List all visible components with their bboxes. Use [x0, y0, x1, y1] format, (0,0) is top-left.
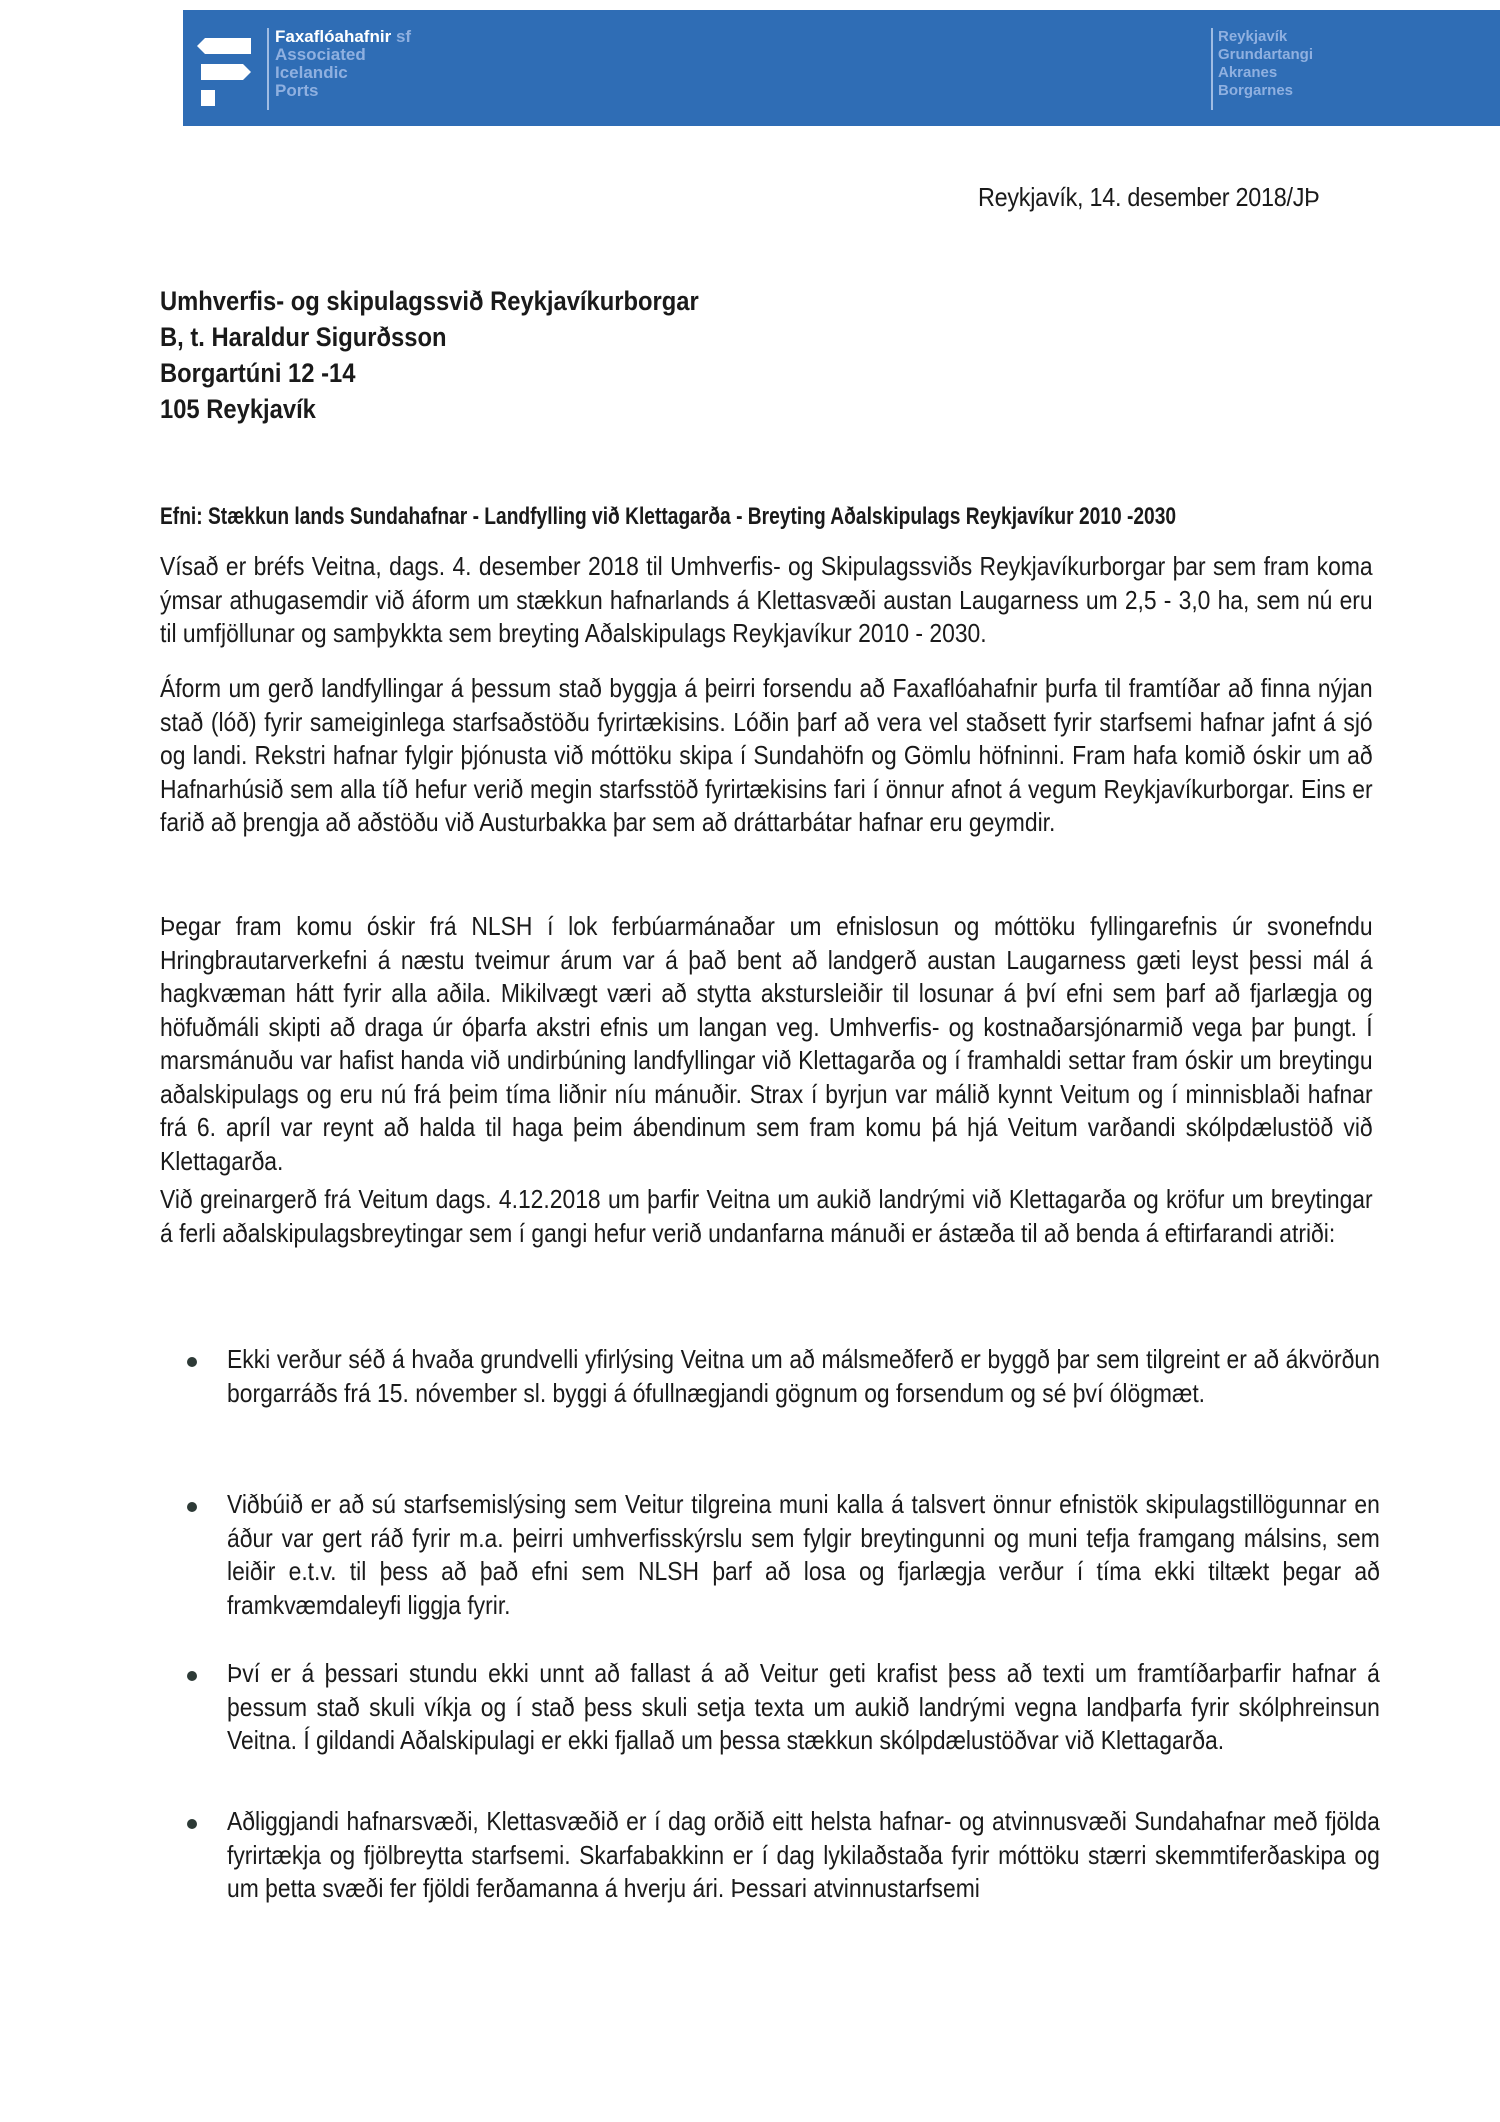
letterhead-brand-block	[275, 28, 411, 100]
brand-suffix: sf	[395, 27, 412, 46]
port-signpost-logo-icon	[197, 32, 257, 110]
location-3: Akranes	[1218, 64, 1278, 81]
letterhead-divider-right	[1211, 28, 1213, 110]
date-line: Reykjavík, 14. desember 2018/JÞ	[978, 182, 1320, 212]
brand-subtitle-1: Associated	[275, 45, 366, 64]
body-paragraph-3: Þegar fram komu óskir frá NLSH í lok ferbúarmánaðar um efnislosun og móttöku fyllingarefnis úr svonefndu Hringbrautarverkefni á næstu tveimur árum var á það bent að landgerð austan Laugarness gæti leyst þessi mál á hagkvæman hátt fyrir alla aðila. Mikilvægt væri að stytta akstursleiðir til losunar á því efni sem þarf að fjarlægja og höfuðmáli skipti að draga úr óþarfa akstri efnis um langan veg. Umhverfis- og kostnaðarsjónarmið vega þar þungt. Í marsmánuðu var hafist handa við undirbúning landfyllingar við Klettagarða og í framhaldi settar fram óskir um breytingu aðalskipulags og eru nú frá þeim tíma liðnir níu mánuðir. Strax í byrjun var málið kynnt Veitum og í minnisblaði hafnar frá 6. apríl var reynt að halda til haga þeim ábendinum sem fram komu þá hjá Veitum varðandi skólpdælustöð við Klettagarða.	[160, 911, 1373, 1176]
subject-line: Efni: Stækkun lands Sundahafnar - Landfylling við Klettagarða - Breyting Aðalskipulags Reykjavíkur 2010 -2030	[160, 503, 1177, 530]
location-4: Borgarnes	[1218, 82, 1294, 99]
bullet-text: Viðbúið er að sú starfsemislýsing sem Veitur tilgreina muni kalla á talsvert önnur efnistök skipulagstillögunnar en áður var gert ráð fyrir m.a. þeirri umhverfisskýrslu sem fylgir breytingunni og muni tefja framgang málsins, sem leiðir e.t.v. til þess að það efni sem NLSH þarf að losa og fjarlægja verður í tíma ekki tiltækt þegar að framkvæmdaleyfi liggja fyrir.	[227, 1489, 1380, 1620]
recipient-line-1: Umhverfis- og skipulagssvið Reykjavíkurborgar	[160, 286, 699, 316]
body-paragraph-1: Vísað er bréfs Veitna, dags. 4. desember 2018 til Umhverfis- og Skipulagssviðs Reykjavíkurborgar þar sem fram koma ýmsar athugasemdir við áform um stækkun hafnarlands á Klettasvæði austan Laugarness um 2,5 - 3,0 ha, sem nú eru til umfjöllunar og samþykkta sem breyting Aðalskipulags Reykjavíkur 2010 - 2030.	[160, 551, 1373, 648]
bullet-dot-icon	[187, 1502, 197, 1512]
recipient-line-3: Borgartúni 12 -14	[160, 358, 356, 388]
letterhead-brand-line	[275, 28, 411, 46]
body-paragraph-4: Við greinargerð frá Veitum dags. 4.12.2018 um þarfir Veitna um aukið landrými við Klettagarða og kröfur um breytingar á ferli aðalskipulagsbreytingar sem í gangi hefur verið undanfarna mánuði er ástæða til að benda á eftirfarandi atriði:	[160, 1184, 1373, 1248]
bullet-text: Aðliggjandi hafnarsvæði, Klettasvæðið er í dag orðið eitt helsta hafnar- og atvinnusvæði Sundahafnar með fjölda fyrirtækja og fjölbreytta starfsemi. Skarfabakkinn er í dag lykilaðstaða fyrir móttöku stærri skemmtiferðaskipa og um þetta svæði fer fjöldi ferðamanna á hverju ári. Þessari atvinnustarfsemi	[227, 1806, 1380, 1903]
recipient-address	[160, 283, 699, 427]
letterhead-banner	[183, 10, 1500, 126]
brand-subtitle-2: Icelandic	[275, 63, 348, 82]
brand-name: Faxaflóahafnir	[275, 27, 392, 46]
bullet-dot-icon	[187, 1819, 197, 1829]
bullet-text: Því er á þessari stundu ekki unnt að fallast á að Veitur geti krafist þess að texti um framtíðarþarfir hafnar á þessum stað skuli víkja og í stað þess skuli setja texta um aukið landrými vegna landþarfa fyrir skólphreinsun Veitna. Í gildandi Aðalskipulagi er ekki fjallað um þessa stækkun skólpdælustöðvar við Klettagarða.	[227, 1658, 1380, 1755]
letterhead-locations	[1218, 28, 1313, 100]
bullet-dot-icon	[187, 1357, 197, 1367]
body-paragraph-2: Áform um gerð landfyllingar á þessum stað byggja á þeirri forsendu að Faxaflóahafnir þurfa til framtíðar að finna nýjan stað (lóð) fyrir sameiginlega starfsaðstöðu fyrirtækisins. Lóðin þarf að vera vel staðsett fyrir starfsemi hafnar jafnt á sjó og landi. Rekstri hafnar fylgir þjónusta við móttöku skipa í Sundahöfn og Gömlu höfninni. Fram hafa komið óskir um að Hafnarhúsið sem alla tíð hefur verið megin starfsstöð fyrirtækisins fari í önnur afnot á vegum Reykjavíkurborgar. Eins er farið að þrengja að aðstöðu við Austurbakka þar sem að dráttarbátar hafnar eru geymdir.	[160, 673, 1373, 837]
recipient-line-2: B, t. Haraldur Sigurðsson	[160, 322, 447, 352]
location-1: Reykjavík	[1218, 28, 1288, 45]
recipient-line-4: 105 Reykjavík	[160, 394, 316, 424]
letterhead-divider-left	[267, 28, 269, 110]
bullet-dot-icon	[187, 1671, 197, 1681]
bullet-text: Ekki verður séð á hvaða grundvelli yfirlýsing Veitna um að málsmeðferð er byggð þar sem tilgreint er að ákvörðun borgarráðs frá 15. nóvember sl. byggi á ófullnægjandi gögnum og forsendum og sé því ólögmæt.	[227, 1344, 1380, 1408]
brand-subtitle-3: Ports	[275, 81, 319, 100]
location-2: Grundartangi	[1218, 46, 1314, 63]
